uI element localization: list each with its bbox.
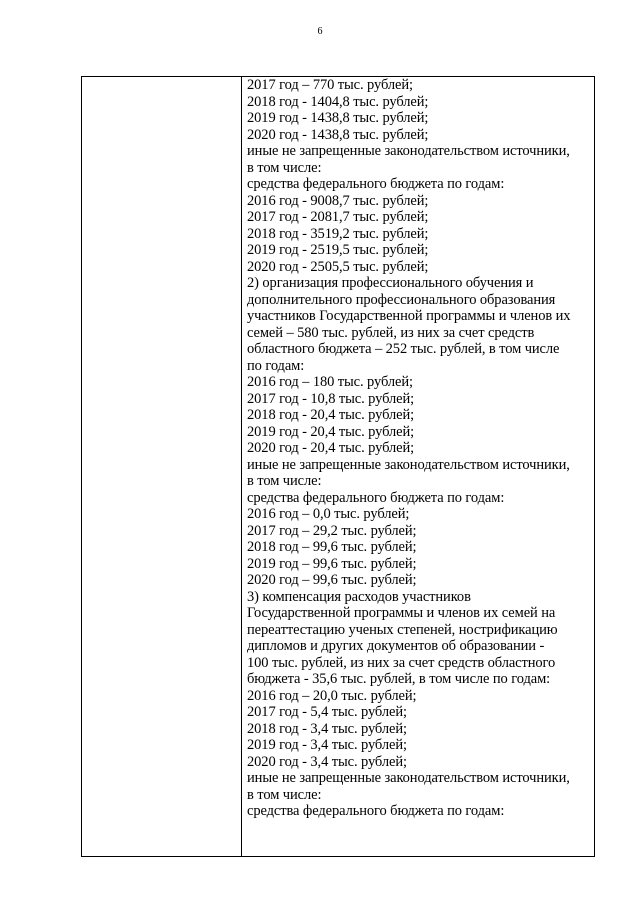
text-line: 2018 год - 3519,2 тыс. рублей; — [247, 225, 429, 242]
text-line: 2) организация профессионального обучения и — [247, 275, 534, 291]
text-line: 2017 год – 29,2 тыс. рублей; — [247, 522, 417, 539]
text-line: дополнительного профессионального образования — [247, 291, 556, 308]
text-line: 2018 год - 1404,8 тыс. рублей; — [247, 93, 429, 110]
text-line: дипломов и других документов об образовании - — [247, 638, 545, 654]
text-line: средства федерального бюджета по годам: — [247, 176, 505, 192]
funding-text-block — [242, 77, 594, 820]
text-line: в том числе: — [247, 159, 322, 176]
text-line: 2019 год - 2519,5 тыс. рублей; — [247, 242, 429, 258]
text-line: по годам: — [247, 357, 305, 374]
text-line: в том числе: — [247, 473, 322, 489]
text-line: Государственной программы и членов их семей на — [247, 605, 556, 621]
text-line: иные не запрещенные законодательством источники, — [247, 143, 570, 159]
text-line: 2017 год - 5,4 тыс. рублей; — [247, 704, 407, 720]
text-line: 2018 год - 20,4 тыс. рублей; — [247, 407, 415, 423]
text-line: 2017 год – 770 тыс. рублей; — [247, 77, 413, 93]
text-line: 2019 год – 99,6 тыс. рублей; — [247, 555, 417, 572]
text-line: 2020 год - 1438,8 тыс. рублей; — [247, 126, 429, 143]
text-line: бюджета - 35,6 тыс. рублей, в том числе по годам: — [247, 671, 551, 687]
text-line: средства федерального бюджета по годам: — [247, 489, 505, 506]
text-line: 2019 год - 3,4 тыс. рублей; — [247, 737, 407, 753]
text-line: иные не запрещенные законодательством источники, — [247, 456, 570, 473]
table-cell-label — [82, 77, 242, 857]
text-line: 100 тыс. рублей, из них за счет средств областного — [247, 654, 556, 671]
text-line: областного бюджета – 252 тыс. рублей, в том числе — [247, 341, 560, 357]
text-line: 2017 год - 2081,7 тыс. рублей; — [247, 209, 429, 225]
table-cell-content — [242, 77, 595, 857]
text-line: 3) компенсация расходов участников — [247, 588, 471, 605]
text-line: 2020 год - 2505,5 тыс. рублей; — [247, 258, 429, 275]
text-line: участников Государственной программы и членов их — [247, 308, 571, 324]
text-line: 2016 год – 20,0 тыс. рублей; — [247, 687, 417, 704]
text-line: 2018 год – 99,6 тыс. рублей; — [247, 539, 417, 555]
text-line: средства федерального бюджета по годам: — [247, 803, 505, 819]
text-line: переаттестацию ученых степеней, нострификацию — [247, 621, 558, 638]
text-line: 2019 год - 20,4 тыс. рублей; — [247, 423, 415, 440]
text-line: 2020 год - 3,4 тыс. рублей; — [247, 753, 407, 770]
text-line: 2016 год – 0,0 тыс. рублей; — [247, 506, 410, 522]
text-line: иные не запрещенные законодательством источники, — [247, 770, 570, 786]
text-line: семей – 580 тыс. рублей, из них за счет средств — [247, 324, 535, 341]
text-line: 2016 год – 180 тыс. рублей; — [247, 374, 413, 390]
text-line: 2017 год - 10,8 тыс. рублей; — [247, 390, 415, 407]
table-row — [82, 77, 595, 857]
text-line: 2019 год - 1438,8 тыс. рублей; — [247, 110, 429, 126]
text-line: 2018 год - 3,4 тыс. рублей; — [247, 720, 407, 737]
text-line: 2020 год - 20,4 тыс. рублей; — [247, 440, 415, 456]
page-number: 6 — [317, 26, 323, 37]
text-line: 2016 год - 9008,7 тыс. рублей; — [247, 192, 429, 209]
text-line: 2020 год – 99,6 тыс. рублей; — [247, 572, 417, 588]
text-line: в том числе: — [247, 786, 322, 803]
funding-table — [81, 76, 595, 857]
